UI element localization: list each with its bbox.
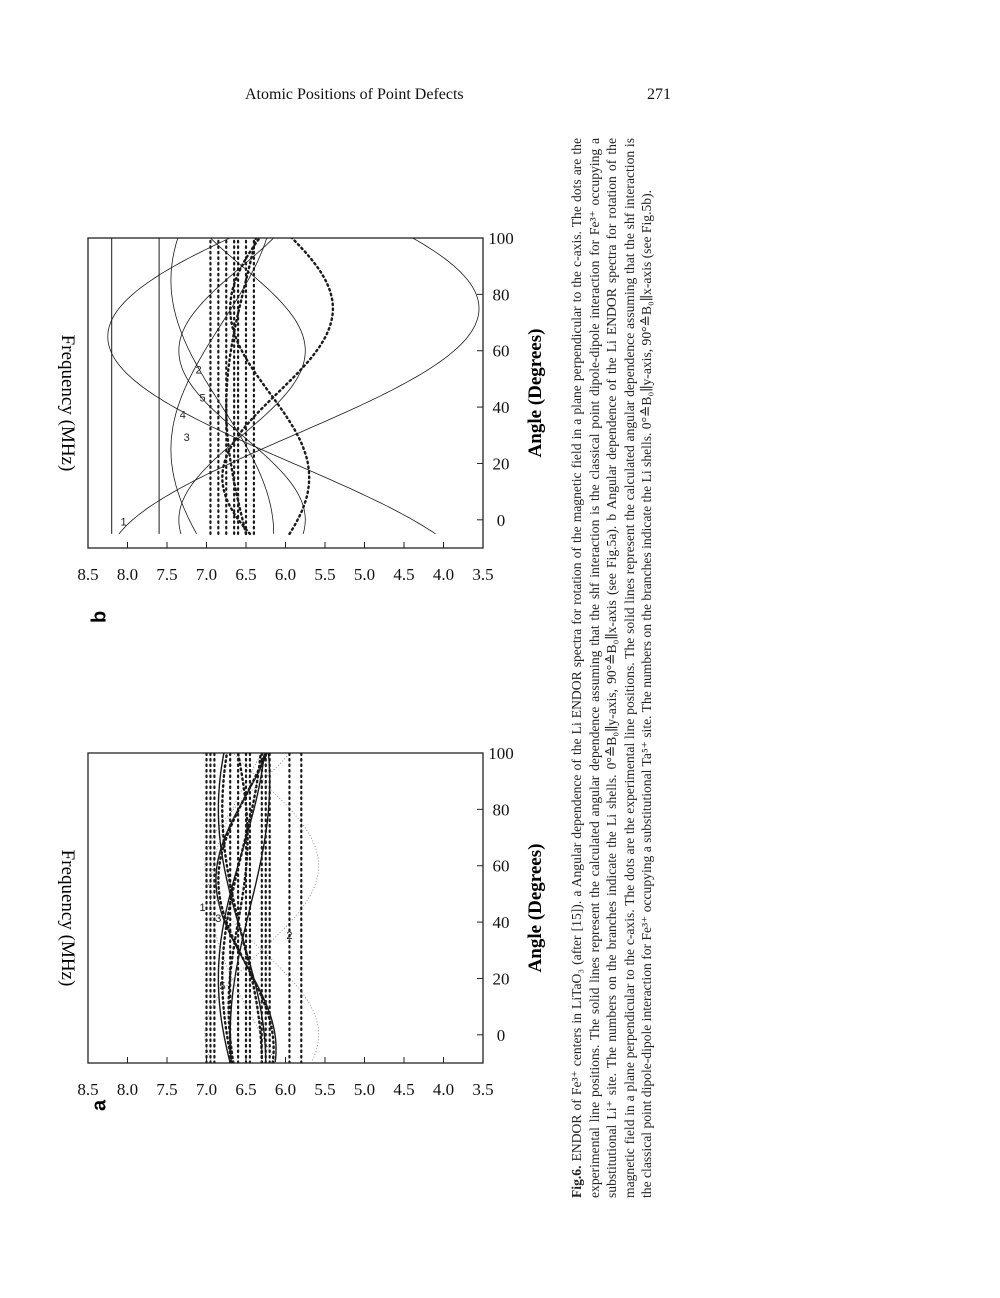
caption-label: Fig.6.: [569, 1165, 584, 1198]
y-tick-label: 4.5: [393, 565, 415, 584]
panel-a: [57, 744, 546, 1111]
series-line-dotted: [226, 238, 256, 534]
x-tick-label: 100: [488, 744, 514, 763]
x-axis-label-b: Angle (Degrees): [525, 328, 546, 458]
branch-label: 1: [120, 516, 127, 529]
x-tick-label: 40: [492, 913, 510, 933]
series-line-solid: [179, 238, 305, 534]
x-tick-label: 60: [492, 341, 510, 361]
branch-label: 3: [215, 913, 222, 926]
y-tick-label: 8.0: [116, 565, 139, 584]
plot-frame: [88, 238, 483, 548]
y-tick-label: 6.5: [235, 565, 257, 584]
running-title: Atomic Positions of Point Defects: [245, 86, 464, 103]
y-tick-label: 7.5: [156, 565, 178, 584]
y-axis-label-b: Frequency (MHz): [57, 334, 78, 472]
y-tick-label: 3.5: [472, 1080, 494, 1099]
plot-area-b: [77, 229, 513, 584]
y-tick-label: 5.0: [353, 565, 376, 584]
branch-label: 3: [183, 431, 190, 444]
branch-label: 1: [199, 901, 206, 914]
x-tick-label: 40: [492, 398, 510, 418]
y-tick-label: 4.0: [432, 1080, 455, 1099]
x-tick-label: 80: [492, 285, 510, 305]
panel-b: [57, 229, 546, 623]
y-tick-label: 7.0: [195, 565, 218, 584]
y-tick-label: 6.0: [274, 1080, 297, 1099]
branch-label: 2: [286, 930, 293, 942]
plot-area-a: [77, 744, 513, 1099]
y-tick-label: 6.5: [235, 1080, 257, 1099]
series-group: [205, 753, 319, 1063]
x-tick-label: 20: [492, 969, 510, 989]
y-tick-label: 3.5: [472, 565, 494, 584]
panel-label-a: a: [88, 1099, 111, 1111]
caption-text: ENDOR of Fe³⁺ centers in LiTaO₃ (after [15]). a Angular dependence of the Li ENDOR spectra for rotation of the magnetic field in a plane perpendicular to the c-axis. The dots are the experimental line positions. The solid lines represent the calculated angular dependence assuming that the shf interaction is the classical point dipole-dipole interaction for Fe³⁺ occupying a substitutional Li⁺ site. The numbers on the branches indicate the Li shells. 0°≙B₀∥y-axis, 90°≙B₀∥x-axis (see Fig.5a). b Angular dependence of the Li ENDOR spectra for rotation of the magnetic field in a plane perpendicular to the c-axis. The dots are the experimental line positions. The solid lines represent the calculated angular dependence assuming that the shf interaction is the classical point dipole-dipole interaction for Fe³⁺ occupying a substitutional Ta⁵⁺ site. The numbers on the branches indicate the Li shells. 0°≙B₀∥y-axis, 90°≙B₀∥x-axis (see Fig.5b).: [569, 138, 655, 1198]
x-axis-label-a: Angle (Degrees): [525, 843, 546, 973]
y-tick-label: 5.5: [314, 1080, 336, 1099]
page-number: 271: [647, 86, 671, 103]
series-line-solid: [119, 238, 479, 534]
branch-label: 2: [195, 364, 202, 377]
y-tick-label: 6.0: [274, 565, 297, 584]
x-tick-label: 60: [492, 856, 510, 876]
x-tick-label: 80: [492, 800, 510, 820]
y-tick-label: 8.5: [77, 565, 99, 584]
plot-frame: [88, 753, 483, 1063]
series-line-dotted: [230, 238, 309, 534]
y-tick-label: 7.5: [156, 1080, 178, 1099]
series-line-solid: [179, 238, 305, 534]
y-tick-label: 4.0: [432, 565, 455, 584]
figure-caption: [568, 138, 656, 1198]
y-tick-label: 8.5: [77, 1080, 99, 1099]
panel-label-b: b: [88, 610, 111, 623]
y-tick-label: 5.5: [314, 565, 336, 584]
y-tick-label: 5.0: [353, 1080, 376, 1099]
x-tick-label: 0: [496, 510, 506, 530]
branch-label: 5: [219, 980, 226, 993]
branch-label: 4: [179, 409, 186, 422]
series-group: [108, 238, 479, 534]
x-tick-label: 0: [496, 1025, 506, 1045]
y-tick-label: 7.0: [195, 1080, 218, 1099]
y-tick-label: 4.5: [393, 1080, 415, 1099]
y-axis-label-a: Frequency (MHz): [57, 849, 78, 987]
series-line-solid: [108, 238, 436, 534]
x-tick-label: 100: [488, 229, 514, 248]
x-tick-label: 20: [492, 454, 510, 474]
branch-label: 5: [199, 392, 206, 405]
y-tick-label: 8.0: [116, 1080, 139, 1099]
